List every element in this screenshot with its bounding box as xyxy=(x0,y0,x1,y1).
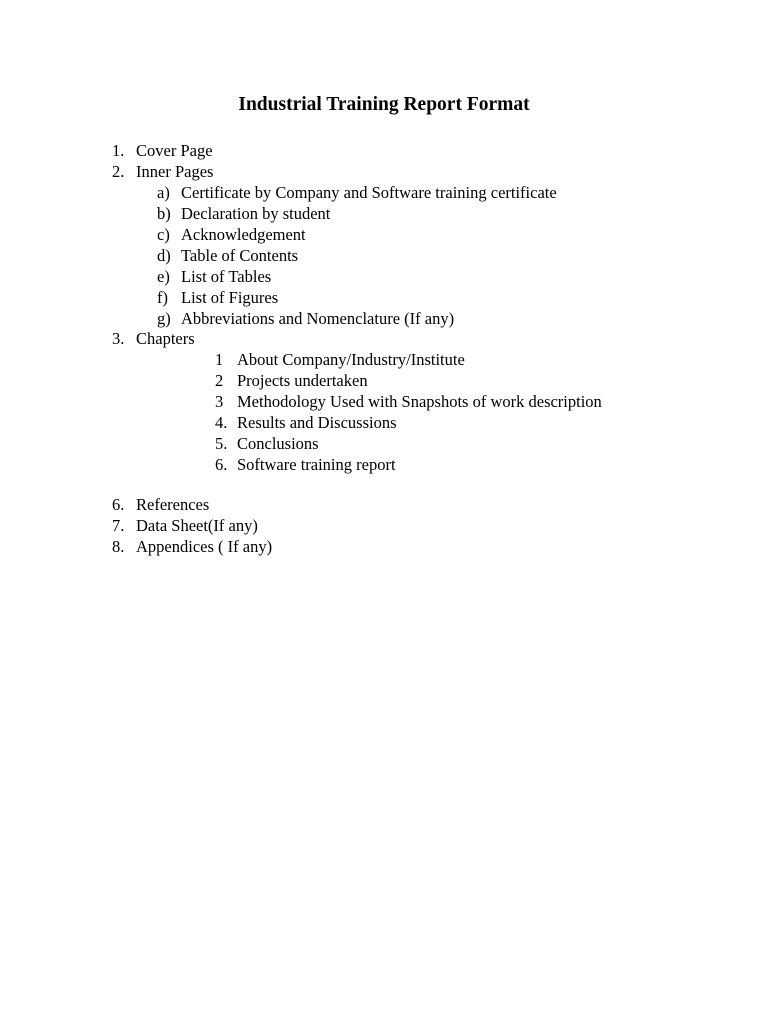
sublist-item-letter: a) xyxy=(157,183,170,202)
chapter-number: 2 xyxy=(215,371,224,390)
chapter-text: Projects undertaken xyxy=(237,371,368,390)
list-item-number: 3. xyxy=(112,329,125,348)
sublist-item-text: Declaration by student xyxy=(181,204,331,223)
chapter-text: Conclusions xyxy=(237,434,319,453)
list-item-number: 6. xyxy=(112,495,125,514)
list-item-number: 8. xyxy=(112,537,125,556)
sublist-item-letter: b) xyxy=(157,204,171,223)
chapter-text: About Company/Industry/Institute xyxy=(237,350,465,369)
sublist-item-letter: g) xyxy=(157,309,171,328)
list-item-text: References xyxy=(136,495,210,514)
list-item-text: Inner Pages xyxy=(136,162,214,181)
list-item-number: 7. xyxy=(112,516,125,535)
list-item-number: 1. xyxy=(112,141,125,160)
chapter-text: Methodology Used with Snapshots of work description xyxy=(237,392,602,411)
chapter-number: 6. xyxy=(215,455,228,474)
list-item-number: 2. xyxy=(112,162,125,181)
sublist-item-letter: f) xyxy=(157,288,168,307)
sublist-item-letter: c) xyxy=(157,225,170,244)
list-item-text: Data Sheet(If any) xyxy=(136,516,258,535)
chapter-text: Software training report xyxy=(237,455,396,474)
sublist-item-text: Abbreviations and Nomenclature (If any) xyxy=(181,309,455,328)
sublist-item-text: Table of Contents xyxy=(181,246,299,265)
document-title: Industrial Training Report Format xyxy=(238,94,530,115)
sublist-item-text: List of Tables xyxy=(181,267,272,286)
sublist-item-text: Acknowledgement xyxy=(181,225,306,244)
sublist-item-letter: e) xyxy=(157,267,170,286)
chapter-text: Results and Discussions xyxy=(237,413,397,432)
sublist-item-text: List of Figures xyxy=(181,288,279,307)
chapter-number: 4. xyxy=(215,413,228,432)
sublist-item-text: Certificate by Company and Software training certificate xyxy=(181,183,557,202)
chapter-number: 5. xyxy=(215,434,228,453)
list-item-text: Cover Page xyxy=(136,141,213,160)
chapter-number: 3 xyxy=(215,392,224,411)
sublist-item-letter: d) xyxy=(157,246,171,265)
list-item-text: Appendices ( If any) xyxy=(136,537,273,556)
list-item-text: Chapters xyxy=(136,329,195,348)
chapter-number: 1 xyxy=(215,350,224,369)
